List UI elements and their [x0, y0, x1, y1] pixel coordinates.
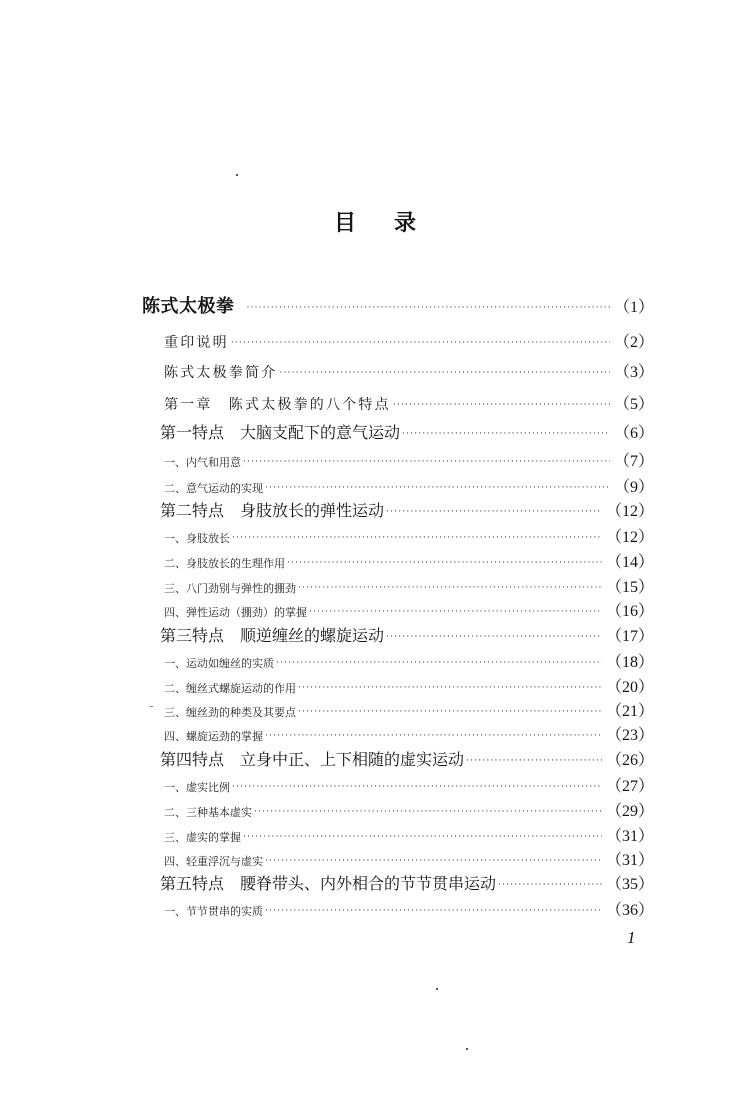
title-char-1: 目	[333, 211, 356, 236]
dot-leader	[279, 368, 610, 378]
toc-entry-sub[interactable]	[142, 649, 654, 672]
dot-leader	[243, 832, 602, 842]
toc-entry-page: （23）	[605, 727, 654, 744]
toc-entry-page: （6）	[613, 425, 654, 442]
toc-entry-page: （16）	[605, 603, 654, 620]
toc-entry-feature[interactable]	[142, 623, 654, 646]
toc-entry-label: 一、虚实比例	[164, 781, 230, 794]
toc-entry-label: 二、意气运动的实现	[164, 482, 263, 495]
toc-entry-label: 四、螺旋运劲的掌握	[164, 730, 263, 743]
toc-entry-label: 第一章 陈式太极拳的八个特点	[164, 397, 391, 413]
toc-entry-sub[interactable]	[142, 524, 654, 547]
toc-entry-label: 陈式太极拳简介	[164, 365, 278, 381]
toc-entry-label: 四、轻重浮沉与虚实	[164, 855, 263, 868]
toc-entry-sub[interactable]	[142, 474, 654, 497]
toc-entry-feature[interactable]	[142, 747, 654, 770]
toc-entry-feature[interactable]	[142, 871, 654, 894]
toc-entry-label: 二、缠丝式螺旋运动的作用	[164, 682, 296, 695]
dot-leader	[298, 707, 602, 717]
toc-entry-sub[interactable]	[142, 574, 654, 597]
toc-entry-label: 一、节节贯串的实质	[164, 905, 263, 918]
toc-entry-label: 二、三种基本虚实	[164, 806, 252, 819]
toc-entry-page: （20）	[605, 679, 654, 696]
toc-entry-label: 一、内气和用意	[164, 456, 241, 469]
dot-leader	[243, 457, 610, 467]
toc-entry-page: （2）	[613, 334, 654, 351]
toc-entry-sub[interactable]	[142, 598, 654, 621]
dot-leader	[287, 558, 602, 568]
dot-leader	[232, 782, 602, 792]
toc-entry-label: 大脑支配下的意气运动	[240, 423, 401, 442]
dot-leader	[231, 338, 610, 348]
toc-entry-label: 顺逆缠丝的螺旋运动	[240, 626, 385, 645]
toc-entry-sub[interactable]	[142, 897, 654, 920]
dot-leader	[393, 400, 610, 410]
dot-leader	[386, 507, 602, 517]
scan-speck	[466, 1048, 468, 1050]
toc-entry-page: （26）	[605, 752, 654, 769]
toc-entry-label: 一、身肢放长	[164, 532, 230, 545]
toc-entry-label: 一、运动如缠丝的实质	[164, 657, 274, 670]
toc-entry-sub[interactable]	[142, 798, 654, 821]
page-title	[0, 206, 750, 237]
toc-entry-label: 陈式太极拳	[142, 296, 235, 317]
toc-entry-page: （29）	[605, 803, 654, 820]
toc-entry-sub[interactable]	[142, 773, 654, 796]
toc-entry-label: 四、弹性运动（掤劲）的掌握	[164, 606, 307, 619]
toc-entry-book[interactable]	[142, 292, 654, 318]
toc-entry-page: （5）	[613, 396, 654, 413]
title-char-2: 录	[394, 211, 417, 236]
toc-entry-sub[interactable]	[142, 823, 654, 846]
toc-entry-sub[interactable]	[142, 448, 654, 471]
toc-entry-sub[interactable]	[142, 847, 654, 870]
toc-entry-label: 三、缠丝劲的种类及其要点	[164, 706, 296, 719]
feature-prefix: 第二特点	[160, 501, 225, 520]
dot-leader	[247, 303, 610, 313]
toc-entry-sub[interactable]	[142, 722, 654, 745]
feature-prefix: 第五特点	[160, 874, 225, 893]
toc-entry-page: （17）	[605, 628, 654, 645]
toc-entry-page: （14）	[605, 554, 654, 571]
dot-leader	[265, 906, 602, 916]
scan-speck	[150, 706, 153, 707]
dot-leader	[232, 533, 602, 543]
dot-leader	[298, 683, 602, 693]
dot-leader	[309, 607, 602, 617]
dot-leader	[298, 583, 602, 593]
toc-entry-page: （31）	[605, 852, 654, 869]
dot-leader	[466, 756, 602, 766]
toc-entry-page: （18）	[605, 654, 654, 671]
toc-entry-page: （12）	[605, 529, 654, 546]
dot-leader	[265, 483, 610, 493]
toc-entry-page: （12）	[605, 503, 654, 520]
toc-entry-sub[interactable]	[142, 549, 654, 572]
dot-leader	[254, 807, 602, 817]
feature-prefix: 第三特点	[160, 626, 225, 645]
toc-entry-page: （31）	[605, 828, 654, 845]
toc-entry-page: （35）	[605, 876, 654, 893]
toc-entry-label: 二、身肢放长的生理作用	[164, 557, 285, 570]
toc-entry-page: （36）	[605, 902, 654, 919]
toc-entry-feature[interactable]	[142, 498, 654, 521]
toc-entry-page: （7）	[613, 453, 654, 470]
toc-entry-sub[interactable]	[142, 674, 654, 697]
toc-entry-page: （15）	[605, 579, 654, 596]
toc-entry-page: （27）	[605, 778, 654, 795]
toc-entry-label: 重印说明	[164, 335, 229, 351]
feature-prefix: 第四特点	[160, 750, 225, 769]
toc-entry-label: 身肢放长的弹性运动	[240, 501, 385, 520]
toc-entry-page: （3）	[613, 364, 654, 381]
toc-entry-label: 三、虚实的掌握	[164, 831, 241, 844]
dot-leader	[402, 429, 610, 439]
toc-entry-feature[interactable]	[142, 420, 654, 443]
toc-entry-page: （21）	[605, 703, 654, 720]
toc-entry-label: 三、八门劲别与弹性的掤劲	[164, 582, 296, 595]
toc-entry-sub[interactable]	[142, 698, 654, 721]
feature-prefix: 第一特点	[160, 423, 225, 442]
toc-entry-label: 立身中正、上下相随的虚实运动	[240, 750, 465, 769]
scan-speck	[436, 988, 438, 990]
toc-entry-front[interactable]	[142, 359, 654, 382]
toc-entry-label: 腰脊带头、内外相合的节节贯串运动	[240, 874, 497, 893]
dot-leader	[386, 632, 602, 642]
page-number: 1	[627, 928, 636, 947]
toc-entry-page: （1）	[613, 299, 654, 316]
dot-leader	[498, 880, 602, 890]
toc-entry-front[interactable]	[142, 329, 654, 352]
dot-leader	[265, 731, 602, 741]
toc-entry-chapter[interactable]	[142, 391, 654, 414]
scan-speck	[236, 174, 238, 176]
dot-leader	[265, 856, 602, 866]
toc-entry-page: （9）	[613, 479, 654, 496]
dot-leader	[276, 658, 602, 668]
